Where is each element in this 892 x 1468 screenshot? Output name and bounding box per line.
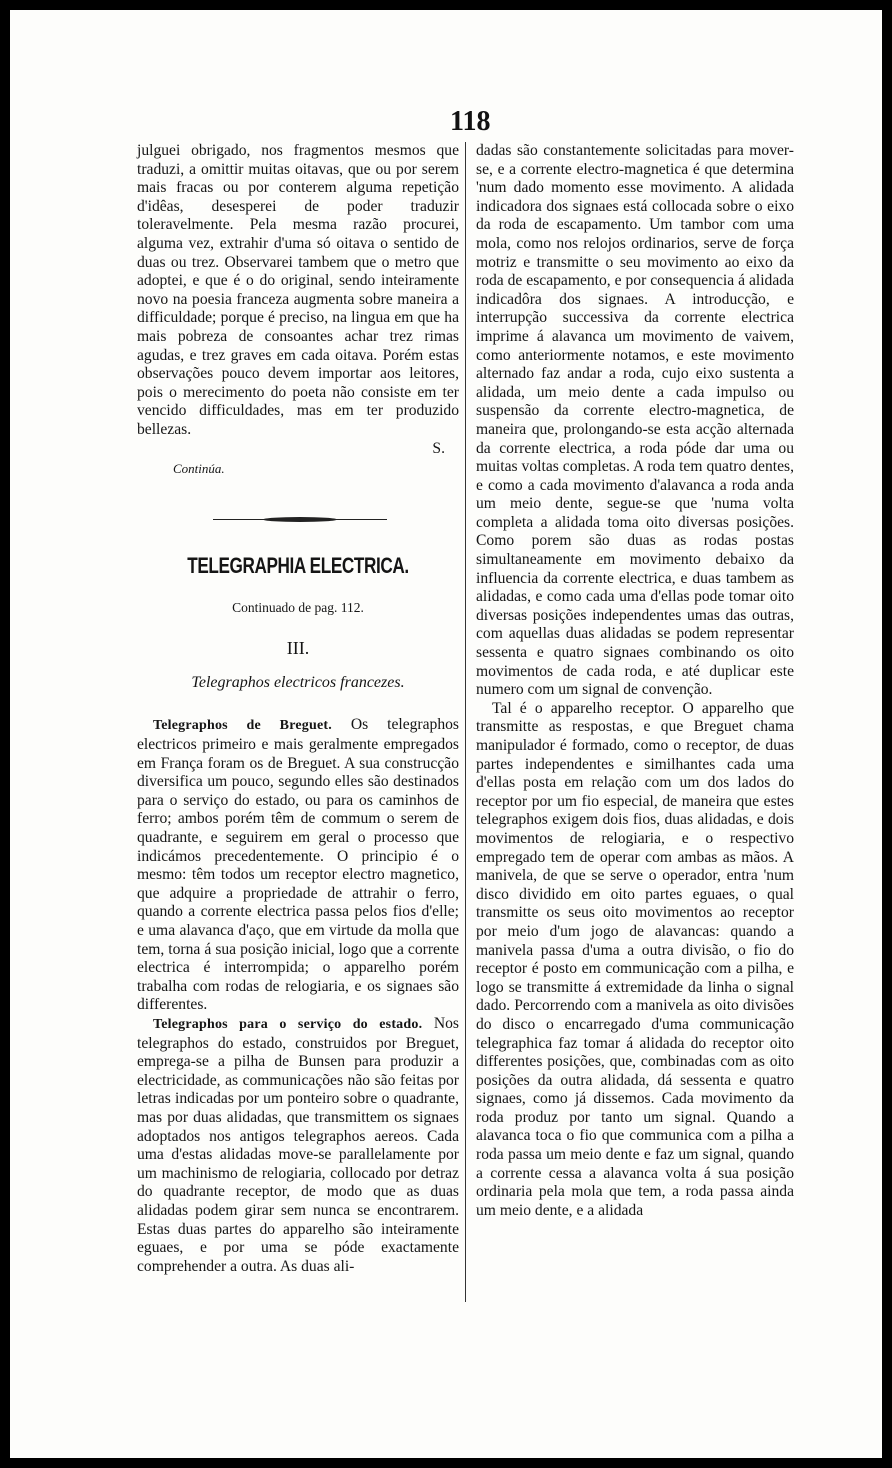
intro-paragraph: julguei obrigado, nos fragmentos mesmos que traduzi, a omittir muitas oitavas, que ou por serem mais fracas ou por conterem alguma repetição d'idêas, desesperei de poder traduzir toleravelmente. Pela mesma razão procurei, alguma vez, extrahir d'uma só oitava o sentido de duas ou trez. Observarei tambem que o metro que adoptei, e que é o do original, sendo inteiramente novo na poesia franceza augmenta sobre maneira a difficuldade; porque é preciso, na lingua em que ha mais pobreza de consoantes achar trez rimas agudas, e trez graves em cada oitava. Porém estas observações pouco devem importar aos leitores, pois o merecimento do poeta não consiste em ter vencido difficuldades, mas em ter produzido bellezas. — [137, 142, 459, 438]
page-number: 118 — [450, 106, 491, 137]
breguet-text: Os telegraphos electricos primeiro e mais geralmente empregados em França foram os de Breguet. A sua construcção diversifica um pouco, segundo elles são destinados para o serviço do estado, ou para os caminhos de ferro; ambos porém têm de commum o serem de quadrante, e seguirem em geral o processo que indicámos precedentemente. O principio é o mesmo: têm todos um receptor electro magnetico, que adquire a propriedade de attrahir o ferro, quando a corrente electrica passa pelos fios d'elle; e uma alavanca d'aço, que em virtude da molla que tem, torna á sua posição inicial, logo que a corrente electrica é interrompida; o apparelho porém trabalha com rodas de relogiaria, e os signaes são differentes. — [137, 716, 459, 1014]
right-paragraph-2: Tal é o apparelho receptor. O apparelho que transmitte as respostas, e que Breguet chama manipulador é formado, como o receptor, de duas partes independentes e similhantes cada uma d'ellas posta em relação com um dos lados do receptor por um fio especial, de maneira que estes telegraphos exigem dois fios, duas alidadas, e dois movimentos de relogiaria, e o respectivo empregado tem de operar com ambas as mãos. A manivela, de que se serve o operador, entra 'num disco dividido em oito partes eguaes, o qual transmitte os seus oito movimentos ao receptor por meio d'um jogo de alavancas: quando a manivela passa d'uma a outra divisão, o fio do receptor é posto em communicação com a pilha, e logo se transmitte á extremidade da linha o signal dado. Percorrendo com a manivela as oito divisões do disco o encarregado d'uma communicação telegraphica faz tomar á alidada do receptor oito differentes posições, que, combinadas com as oito posições da outra alidada, dá sessenta e quatro signaes, como já dissemos. Cada movimento da roda produz por tanto um signal. Quando a alavanca toca o fio que communica com a pilha a roda passa um meio dente e faz um signal, quando a corrente cessa a alavanca volta á sua posição ordinaria pela mola que tem, a roda passa ainda um meio dente, e a alidada — [476, 699, 794, 1219]
section-divider — [137, 501, 459, 541]
estado-paragraph — [137, 1015, 459, 1276]
right-column — [476, 142, 794, 1220]
author-signature: S. — [432, 439, 445, 457]
divider-ornament — [263, 517, 337, 522]
continua-note: Continúa. — [173, 461, 225, 477]
chapter-subtitle: Telegraphos electricos francezes. — [191, 673, 405, 691]
breguet-paragraph — [137, 716, 459, 1015]
continued-from-note: Continuado de pag. 112. — [232, 599, 364, 615]
section-title: TELEGRAPHIA ELECTRICA. — [187, 552, 409, 578]
right-paragraph-1: dadas são constantemente solicitadas para mover-se, e a corrente electro-magnetica é que determina 'num dado momento esse movimento. A alidada indicadora dos signaes está collocada sobre o eixo da roda de escapamento. Um tambor com uma mola, como nos relojos ordinarios, serve de força motriz e transmitte o seu movimento ao eixo da roda de escapamento, e por consequencia á alidada indicadôra dos signaes. A introducção, e interrupção successiva da corrente electrica imprime á alavanca um movimento de vaivem, como anteriormente notamos, e este movimento alternado faz andar a roda, cujo eixo sustenta a alidada, um meio dente a cada impulso ou suspensão da corrente electro-magnetica, de maneira que, prolongando-se esta acção alternada da corrente electrica, a roda póde dar uma ou muitas voltas completas. A roda tem quatro dentes, e como a cada movimento d'alavanca a roda anda um meio dente, segue-se que 'numa volta completa a alidada toma oito diversas posições. Como porem são duas as rodas postas simultaneamente em movimento debaixo da influencia da corrente electrica, e duas tambem as alidadas, e como cada uma d'ellas pode tomar oito diversas posições independentes umas das outras, com aquellas duas alidadas se podem representar sessenta e quatro signaes combinando os oito movimentos de cada roda, e até duplicar este numero com um signal de convenção. — [476, 142, 794, 699]
left-column — [137, 142, 459, 1276]
estado-heading: Telegraphos para o serviço do estado. — [153, 1016, 423, 1032]
chapter-number: III. — [286, 638, 310, 659]
breguet-heading: Telegraphos de Breguet. — [153, 718, 332, 734]
page — [10, 10, 882, 1458]
estado-text: Nos telegraphos do estado, construidos por Breguet, emprega-se a pilha de Bunsen para produzir a electricidade, as communicações não são feitas por letras indicadas por um ponteiro sobre o quadrante, mas por duas alidadas, que transmittem os signaes adoptados nos antigos telegraphos aereos. Cada uma d'estas alidadas move-se parallelamente por um machinismo de relogiaria, collocado por detraz do quadrante receptor, de modo que as duas alidadas podem girar sem nunca se encontrarem. Estas duas partes do apparelho são inteiramente eguaes, e por uma se póde exactamente comprehender a outra. As duas ali- — [137, 1014, 459, 1275]
column-divider — [465, 142, 466, 1302]
